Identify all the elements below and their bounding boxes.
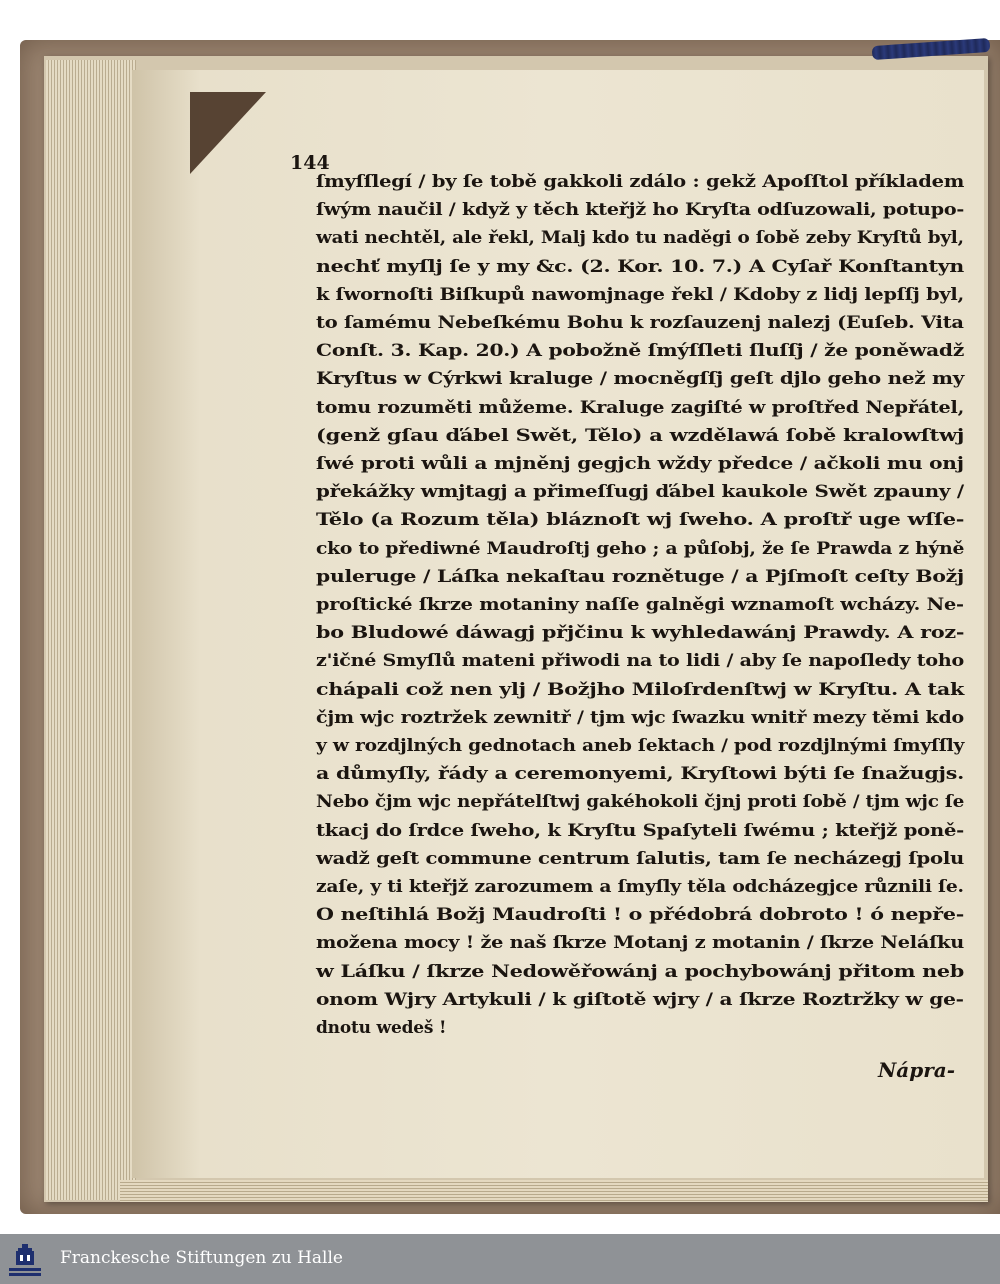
text-line: Tělo (a Rozum těla) bláznoſt wj ſweho. A proſtř uge wſſe- <box>316 510 965 531</box>
text-line: to ſamému Nebeſkému Bohu k rozſauzenj nalezj (Euſeb. Vita <box>316 313 964 333</box>
text-line: wati nechtěl, ale řekl, Malj kdo tu naděgi o ſobě zeby Kryſtů byl, <box>316 228 964 249</box>
text-line: možena mocy ! že naš ſkrze Motanj z motanin / ſkrze Neláſku <box>316 933 965 954</box>
text-line: (genž gſau ďábel Swět, Tělo) a wzdělawá ſobě kralowſtwj <box>316 425 965 446</box>
text-line: w Láſku / ſkrze Nedowěřowánj a pochybowánj přitom neb <box>316 961 965 982</box>
text-line: puleruge / Láſka nekaſtau roznětuge / a Pjſmoſt ceſty Božj <box>316 566 965 587</box>
page-edges-left <box>46 60 136 1200</box>
text-line: z'ičné Smyſlů mateni přiwodi na to lidi / aby ſe napoſledy toho <box>316 651 964 672</box>
text-line: zaſe, y ti kteřjž zarozumem a ſmyſly těla odcházegjce různili ſe. <box>316 877 964 897</box>
text-line: tomu rozuměti můžeme. Kraluge zagiſté w proſtřed Nepřátel, <box>316 397 965 418</box>
text-line: nechť myſlj ſe y my &c. (2. Kor. 10. 7.) A Cyſař Konſtantyn <box>316 256 964 277</box>
text-line: dnotu wedeš ! <box>316 1018 447 1038</box>
text-line: onom Wjry Artykuli / k giſtotě wjry / a ſkrze Roztržky w ge- <box>316 989 964 1010</box>
text-line: chápali což nen ylj / Božjho Miloſrdenſtwj w Kryſtu. A tak <box>316 679 965 700</box>
text-line: ſwým naučil / když y těch kteřjž ho Kryſta odſuzowali, potupo- <box>316 200 965 221</box>
institution-name: Franckesche Stiftungen zu Halle <box>60 1248 343 1268</box>
text-line: Kryſtus w Cýrkwi kraluge / mocněgſſj geſt djlo geho než my <box>316 369 965 390</box>
footer-bar <box>0 1234 1000 1284</box>
text-line: ſmyſſlegí / by ſe tobě gakkoli zdálo : gekž Apoſſtol příkladem <box>316 172 965 192</box>
text-line: proſtické ſkrze motaniny naſſe galněgi wznamoſt wcházy. Ne- <box>316 595 964 615</box>
text-line: tkacj do ſrdce ſweho, k Kryſtu Spaſyteli ſwému ; kteřjž poně- <box>316 820 965 841</box>
text-line: O neſtihlá Božj Maudroſti ! o přédobrá dobroto ! ó nepře- <box>316 905 965 926</box>
text-line: k ſwornoſti Biſkupů nawomjnage řekl / Kdoby z lidj lepſſj byl, <box>316 284 964 305</box>
text-line: a důmyſly, řády a ceremonyemi, Kryſtowi býti ſe ſnažugjs. <box>316 764 964 785</box>
text-line: Nebo čjm wjc nepřátelſtwj gakéhokoli čjnj proti ſobě / tjm wjc ſe <box>316 792 965 813</box>
text-line: bo Bludowé dáwagj přjčinu k wyhledawánj Prawdy. A roz- <box>316 623 965 644</box>
text-line: ſwé proti wůli a mjněnj gegjch wždy předce / ačkoli mu onj <box>316 454 964 474</box>
page-number: 144 <box>290 152 330 174</box>
text-line: cko to přediwné Maudroſtj geho ; a půſobj, že ſe Prawda z hýně <box>316 538 965 559</box>
catchword: Nápra- <box>878 1058 956 1082</box>
page-edges-bottom <box>120 1180 988 1202</box>
text-line: překážky wmjtagj a přimeſſugj ďábel kaukole Swět zpauny / <box>316 482 964 503</box>
text-line: čjm wjc roztržek zewnitř / tjm wjc ſwazku wnitř mezy těmi kdo <box>316 707 964 728</box>
text-line: wadž geſt commune centrum ſalutis, tam ſe necházegj ſpolu <box>316 848 965 869</box>
text-line: Conſt. 3. Kap. 20.) A pobožně ſmýſſleti ſluſſj / že poněwadž <box>316 341 965 362</box>
text-line: y w rozdjlných gednotach aneb ſektach / pod rozdjlnými ſmyſſly <box>316 736 965 756</box>
franckesche-logo-icon <box>8 1240 42 1278</box>
